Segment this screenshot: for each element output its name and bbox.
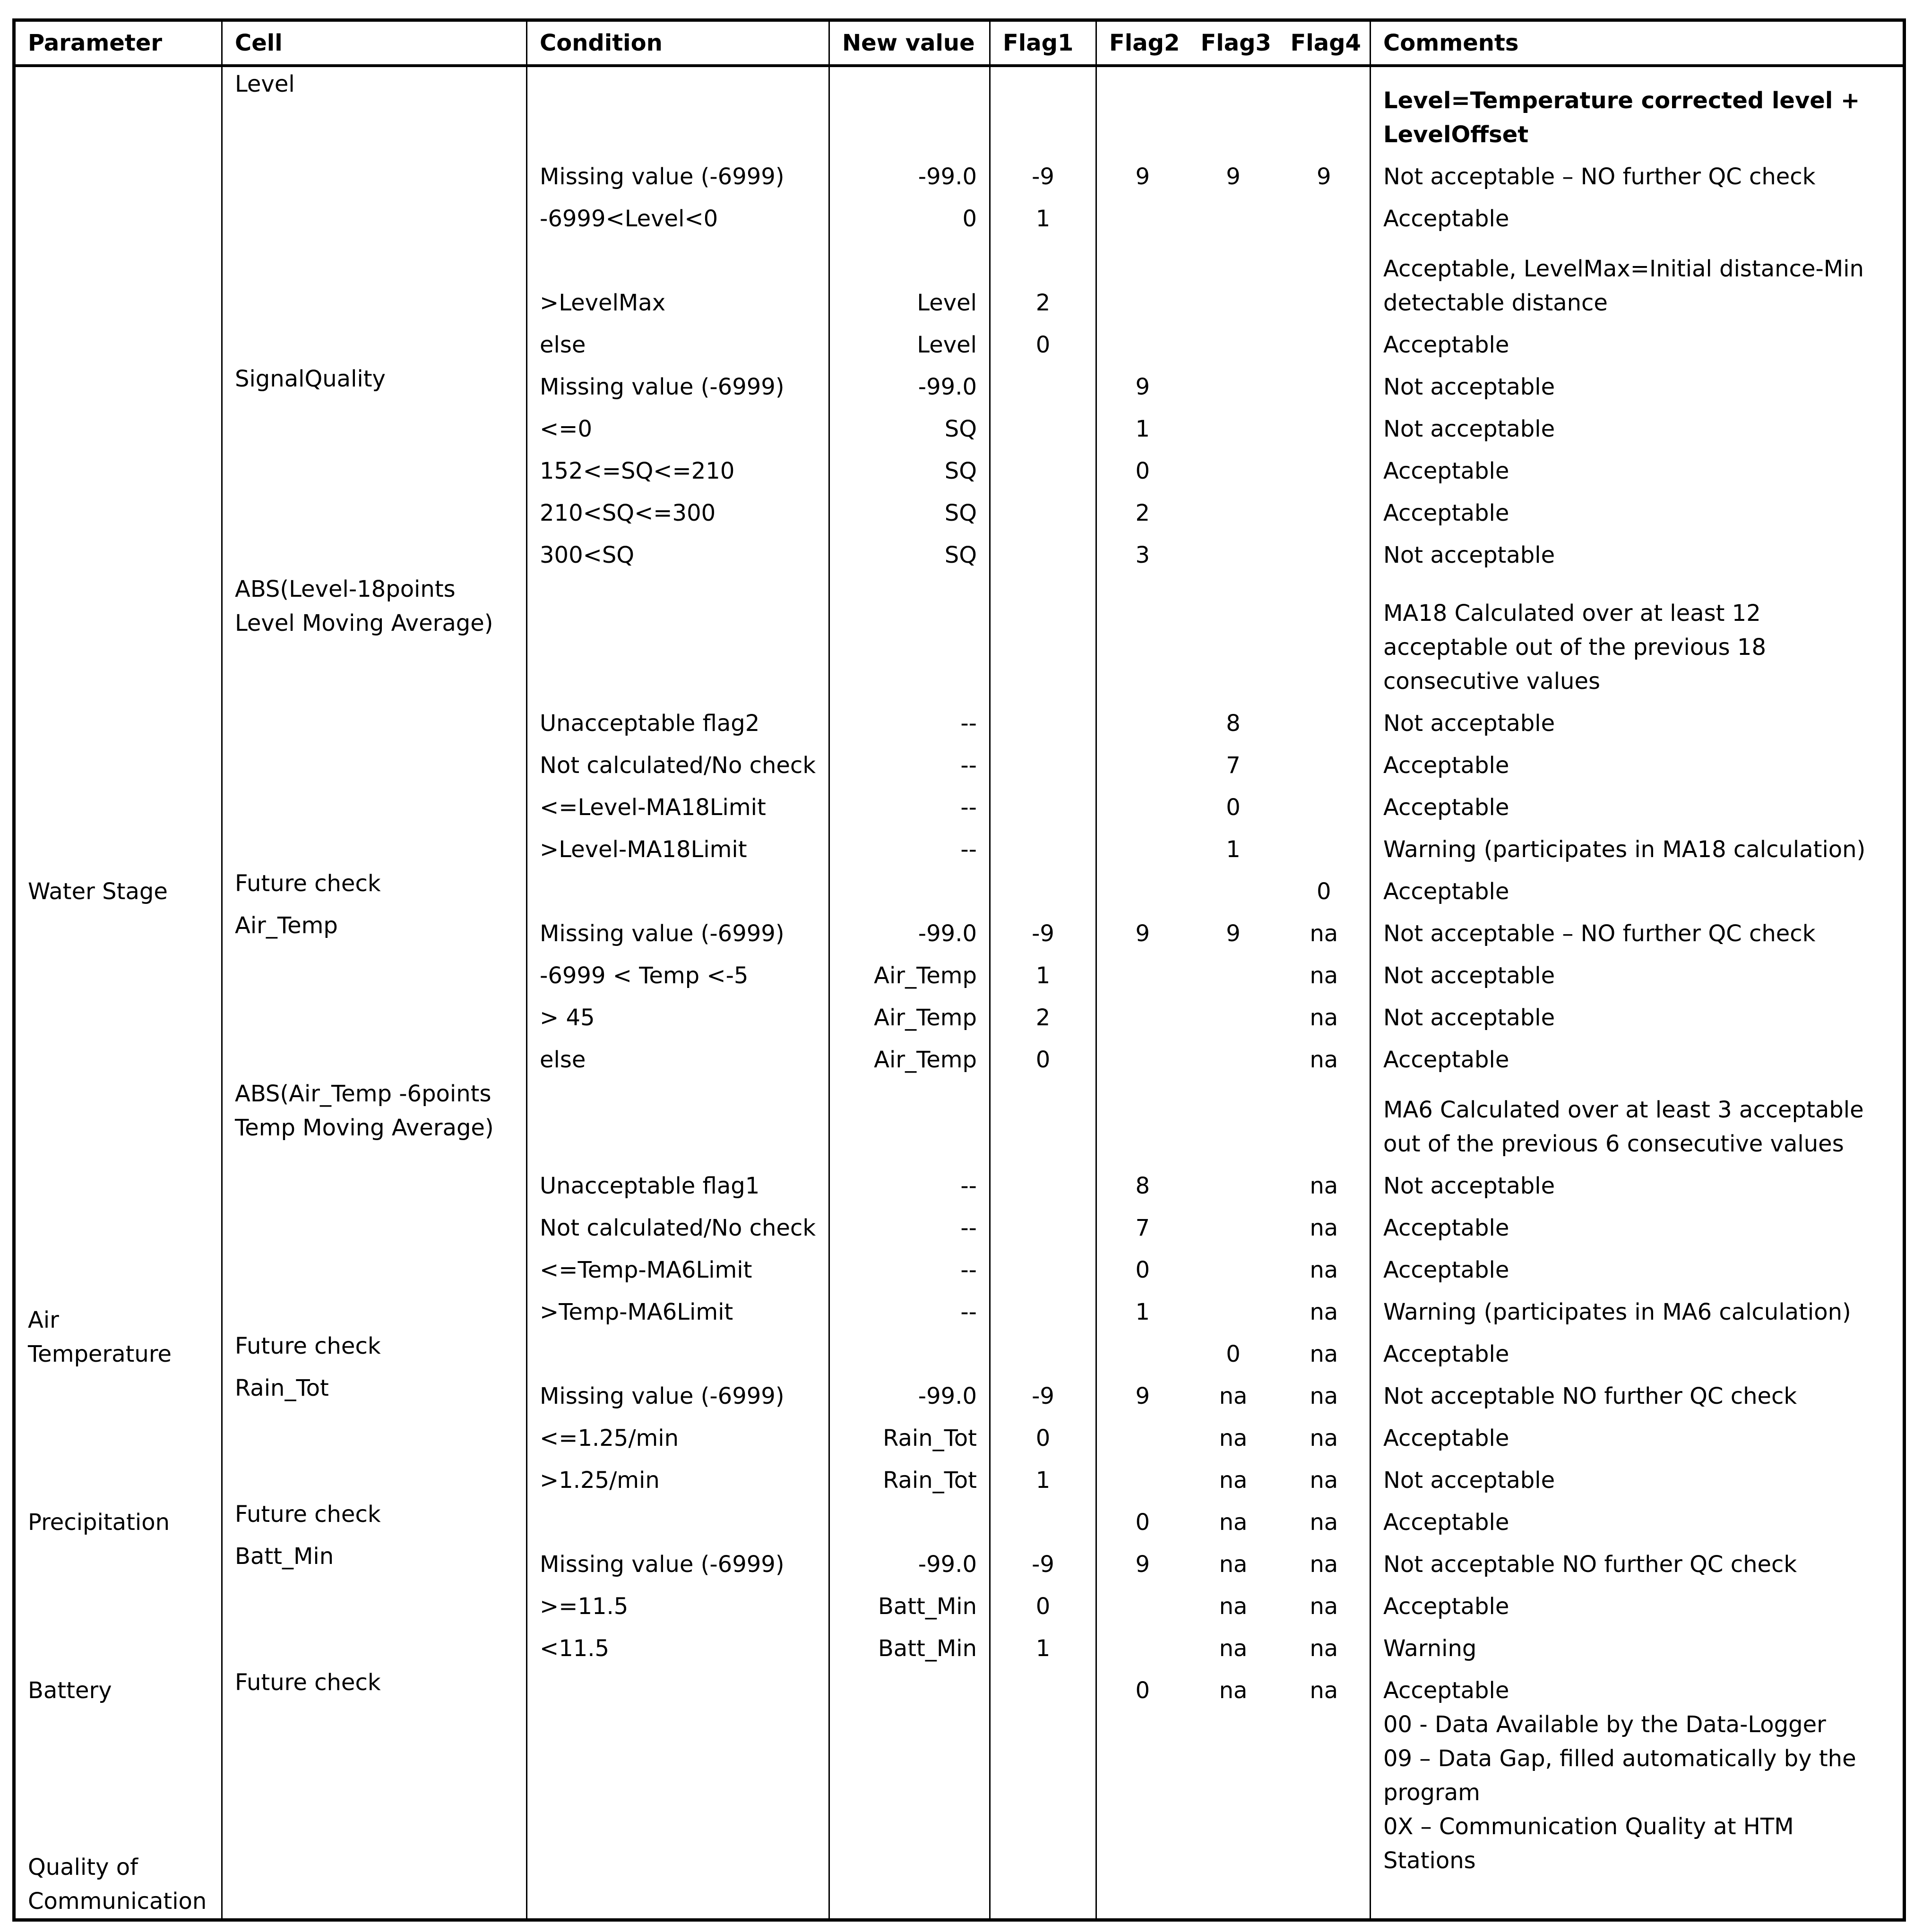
condition-cell: <=1.25/min bbox=[527, 1413, 829, 1455]
flag3-cell: na bbox=[1219, 1677, 1248, 1704]
table-row bbox=[14, 1329, 1905, 1371]
header-row bbox=[14, 20, 1905, 66]
cell-name: ABS(Level-18points Level Moving Average) bbox=[222, 572, 527, 867]
communication-comment-line: 09 – Data Gap, filled automatically by the program bbox=[1383, 1745, 1856, 1806]
flag2-cell bbox=[1096, 1035, 1189, 1077]
blank-cell bbox=[1189, 1708, 1278, 1920]
parameter-cell: Water Stage bbox=[28, 878, 168, 905]
blank-cell bbox=[829, 572, 990, 698]
comment-cell: Acceptable bbox=[1371, 320, 1905, 362]
blank-cell bbox=[1096, 1708, 1189, 1920]
parameter-cell: Precipitation bbox=[28, 1509, 170, 1536]
flag1-cell bbox=[990, 782, 1096, 824]
flag3-cell: na bbox=[1219, 1509, 1248, 1536]
comment-cell: Warning bbox=[1371, 1623, 1905, 1666]
comment-cell: Acceptable bbox=[1371, 194, 1905, 236]
flag2-cell bbox=[1096, 782, 1189, 824]
new-value-cell: -- bbox=[829, 1287, 990, 1329]
flag3-cell: 7 bbox=[1226, 752, 1241, 779]
comment-cell: Acceptable bbox=[1371, 1035, 1905, 1077]
new-value-cell: -- bbox=[829, 824, 990, 867]
new-value-cell: -99.0 bbox=[829, 1539, 990, 1581]
cell-name: Future check bbox=[222, 1329, 527, 1371]
blank-cell bbox=[990, 1077, 1096, 1161]
comment-cell: Acceptable bbox=[1371, 488, 1905, 530]
flag3-cell: 8 bbox=[1226, 710, 1241, 737]
table-row bbox=[14, 1497, 1905, 1539]
table-body bbox=[14, 66, 1905, 1920]
comment-cell: Not acceptable NO further QC check bbox=[1371, 1539, 1905, 1581]
condition-cell: Missing value (-6999) bbox=[527, 1371, 829, 1413]
condition-cell: >Level-MA18Limit bbox=[527, 824, 829, 867]
flag3-cell: na bbox=[1219, 1425, 1248, 1451]
blank-cell bbox=[527, 66, 829, 152]
condition-cell: -6999 < Temp <-5 bbox=[527, 951, 829, 993]
condition-cell: Missing value (-6999) bbox=[527, 362, 829, 404]
subgroup-comment: Level=Temperature corrected level + LevelOffset bbox=[1371, 66, 1905, 152]
flag2-cell: 0 bbox=[1096, 1497, 1189, 1539]
condition-cell: <=0 bbox=[527, 404, 829, 446]
comment-cell: Not acceptable bbox=[1371, 1455, 1905, 1497]
flag4-cell bbox=[1278, 530, 1371, 572]
table-row bbox=[14, 1666, 1905, 1708]
flag2-cell: 0 bbox=[1096, 1245, 1189, 1287]
new-value-cell: -- bbox=[829, 1203, 990, 1245]
flag1-cell: 0 bbox=[990, 320, 1096, 362]
flag1-cell bbox=[990, 1245, 1096, 1287]
blank-cell bbox=[1278, 1708, 1371, 1920]
flag3-cell: 9 bbox=[1226, 163, 1241, 190]
condition-cell: >=11.5 bbox=[527, 1581, 829, 1623]
flag1-cell: -9 bbox=[990, 1371, 1096, 1413]
blank-cell bbox=[1189, 572, 1278, 698]
comment-cell: Not acceptable bbox=[1371, 951, 1905, 993]
header-new-value: New value bbox=[829, 20, 990, 66]
header-flag1: Flag1 bbox=[990, 20, 1096, 66]
communication-comments bbox=[1371, 1708, 1905, 1920]
comment-cell: Acceptable bbox=[1371, 446, 1905, 488]
new-value-cell: SQ bbox=[829, 488, 990, 530]
flag4-cell bbox=[1278, 236, 1371, 320]
flag1-cell: 1 bbox=[990, 194, 1096, 236]
blank-cell bbox=[829, 66, 990, 152]
flag3-cell: na bbox=[1219, 1551, 1248, 1578]
communication-comment-line: 00 - Data Available by the Data-Logger bbox=[1383, 1711, 1826, 1738]
flag3-cell: 0 bbox=[1226, 1340, 1241, 1367]
flag1-cell bbox=[990, 446, 1096, 488]
new-value-cell: Level bbox=[829, 320, 990, 362]
subgroup-comment: MA18 Calculated over at least 12 acceptable out of the previous 18 consecutive values bbox=[1371, 572, 1905, 698]
flag4-cell bbox=[1278, 320, 1371, 362]
header-flag3: Flag3 bbox=[1189, 20, 1278, 66]
header-flag4: Flag4 bbox=[1278, 20, 1371, 66]
comment-cell: Acceptable bbox=[1371, 867, 1905, 909]
new-value-cell: Level bbox=[829, 236, 990, 320]
condition-cell: Missing value (-6999) bbox=[527, 909, 829, 951]
flag4-cell: na bbox=[1310, 1635, 1338, 1662]
flag4-cell: na bbox=[1310, 1214, 1338, 1241]
comment-cell: Acceptable bbox=[1371, 1497, 1905, 1539]
condition-cell: Not calculated/No check bbox=[527, 1203, 829, 1245]
new-value-cell: -99.0 bbox=[829, 362, 990, 404]
comment-cell: Acceptable bbox=[1371, 1581, 1905, 1623]
flag1-cell bbox=[990, 530, 1096, 572]
blank-cell bbox=[1189, 1077, 1278, 1161]
comment-cell: Acceptable bbox=[1371, 1666, 1905, 1708]
flag1-cell: 1 bbox=[990, 951, 1096, 993]
flag4-cell: na bbox=[1310, 1382, 1338, 1409]
subgroup-comment: MA6 Calculated over at least 3 acceptable out of the previous 6 consecutive values bbox=[1371, 1077, 1905, 1161]
flag2-cell bbox=[1096, 1581, 1189, 1623]
flag3-cell bbox=[1189, 362, 1278, 404]
flag4-cell: na bbox=[1310, 1467, 1338, 1494]
cell-name: Future check bbox=[222, 867, 527, 909]
new-value-cell: SQ bbox=[829, 446, 990, 488]
new-value-cell: -99.0 bbox=[829, 152, 990, 194]
flag3-cell bbox=[1189, 404, 1278, 446]
flag4-cell: na bbox=[1310, 962, 1338, 989]
flag1-cell: 0 bbox=[990, 1413, 1096, 1455]
flag2-cell: 1 bbox=[1096, 404, 1189, 446]
blank-cell bbox=[990, 1708, 1096, 1920]
condition-cell: Missing value (-6999) bbox=[527, 152, 829, 194]
flag4-cell: na bbox=[1310, 1677, 1338, 1704]
new-value-cell: -99.0 bbox=[829, 909, 990, 951]
flag4-cell: na bbox=[1310, 1509, 1338, 1536]
flag3-cell bbox=[1189, 951, 1278, 993]
comment-cell: Acceptable bbox=[1371, 1413, 1905, 1455]
cell-name: Batt_Min bbox=[222, 1539, 527, 1666]
flag2-cell bbox=[1096, 236, 1189, 320]
flag3-cell: 0 bbox=[1226, 794, 1241, 821]
blank-cell bbox=[1096, 572, 1189, 698]
comment-cell: Not acceptable bbox=[1371, 362, 1905, 404]
blank-cell bbox=[527, 572, 829, 698]
new-value-cell bbox=[829, 867, 990, 909]
flag2-cell bbox=[1096, 740, 1189, 782]
condition-cell: <=Level-MA18Limit bbox=[527, 782, 829, 824]
new-value-cell: -- bbox=[829, 1245, 990, 1287]
condition-cell: >LevelMax bbox=[527, 236, 829, 320]
comment-cell: Acceptable bbox=[1371, 1203, 1905, 1245]
cell-name: ABS(Air_Temp -6points Temp Moving Average) bbox=[222, 1077, 527, 1329]
comment-cell: Not acceptable bbox=[1371, 530, 1905, 572]
new-value-cell bbox=[829, 1497, 990, 1539]
flag1-cell bbox=[990, 867, 1096, 909]
flag3-cell bbox=[1189, 1245, 1278, 1287]
flag2-cell: 9 bbox=[1096, 1539, 1189, 1581]
flag4-cell bbox=[1278, 362, 1371, 404]
flag4-cell: na bbox=[1310, 1551, 1338, 1578]
communication-comment-line: 0X – Communication Quality at HTM Stations bbox=[1383, 1813, 1794, 1874]
flag3-cell: 9 bbox=[1226, 920, 1241, 947]
new-value-cell: -99.0 bbox=[829, 1371, 990, 1413]
blank-cell bbox=[1278, 572, 1371, 698]
flag2-cell bbox=[1096, 951, 1189, 993]
flag3-cell bbox=[1189, 488, 1278, 530]
flag3-cell: na bbox=[1219, 1593, 1248, 1620]
comment-cell: Warning (participates in MA18 calculation) bbox=[1371, 824, 1905, 867]
flag2-cell: 9 bbox=[1096, 909, 1189, 951]
new-value-cell bbox=[829, 1329, 990, 1371]
parameter-cell: Quality of Communication bbox=[28, 1854, 207, 1915]
flag1-cell bbox=[990, 1666, 1096, 1708]
flag3-cell bbox=[1189, 236, 1278, 320]
flag3-cell: na bbox=[1219, 1467, 1248, 1494]
flag4-cell: na bbox=[1310, 1298, 1338, 1325]
flag1-cell bbox=[990, 1329, 1096, 1371]
blank-cell bbox=[1278, 1077, 1371, 1161]
flag1-cell bbox=[990, 1203, 1096, 1245]
flag3-cell: na bbox=[1219, 1382, 1248, 1409]
new-value-cell: Batt_Min bbox=[829, 1581, 990, 1623]
flag1-cell bbox=[990, 404, 1096, 446]
flag2-cell: 7 bbox=[1096, 1203, 1189, 1245]
condition-cell: 152<=SQ<=210 bbox=[527, 446, 829, 488]
comment-cell: Not acceptable bbox=[1371, 1161, 1905, 1203]
condition-cell: <=Temp-MA6Limit bbox=[527, 1245, 829, 1287]
cell-name: Rain_Tot bbox=[222, 1371, 527, 1497]
comment-cell: Acceptable bbox=[1371, 1245, 1905, 1287]
flag3-cell: na bbox=[1219, 1635, 1248, 1662]
header-cell: Cell bbox=[222, 20, 527, 66]
table-row bbox=[14, 572, 1905, 698]
flag1-cell: -9 bbox=[990, 152, 1096, 194]
table-row bbox=[14, 66, 1905, 152]
flag2-cell: 0 bbox=[1096, 1666, 1189, 1708]
header-comments: Comments bbox=[1371, 20, 1905, 66]
parameter-cell: Air Temperature bbox=[28, 1306, 172, 1367]
flag4-cell bbox=[1278, 698, 1371, 740]
header-parameter: Parameter bbox=[14, 20, 222, 66]
blank-cell bbox=[527, 1708, 829, 1920]
flag2-cell bbox=[1096, 993, 1189, 1035]
flag3-cell bbox=[1189, 1161, 1278, 1203]
new-value-cell: Air_Temp bbox=[829, 1035, 990, 1077]
flag4-cell bbox=[1278, 488, 1371, 530]
cell-name: Air_Temp bbox=[222, 909, 527, 1077]
flag2-cell: 0 bbox=[1096, 446, 1189, 488]
flag2-cell: 9 bbox=[1096, 152, 1189, 194]
condition-cell: >1.25/min bbox=[527, 1455, 829, 1497]
new-value-cell: SQ bbox=[829, 530, 990, 572]
blank-cell bbox=[1278, 66, 1371, 152]
new-value-cell: Rain_Tot bbox=[829, 1455, 990, 1497]
comment-cell: Not acceptable bbox=[1371, 993, 1905, 1035]
flag3-cell bbox=[1189, 194, 1278, 236]
cell-name: Future check bbox=[222, 1497, 527, 1539]
header-condition: Condition bbox=[527, 20, 829, 66]
communication-row bbox=[14, 1708, 1905, 1920]
flag1-cell bbox=[990, 362, 1096, 404]
flag3-cell bbox=[1189, 530, 1278, 572]
flag2-cell bbox=[1096, 320, 1189, 362]
flag1-cell: 1 bbox=[990, 1455, 1096, 1497]
cell-name: Future check bbox=[222, 1666, 527, 1708]
new-value-cell: SQ bbox=[829, 404, 990, 446]
header-flag2: Flag2 bbox=[1096, 20, 1189, 66]
comment-cell: Not acceptable – NO further QC check bbox=[1371, 152, 1905, 194]
flag4-cell: na bbox=[1310, 1256, 1338, 1283]
flag4-cell bbox=[1278, 824, 1371, 867]
flag1-cell bbox=[990, 1497, 1096, 1539]
condition-cell: 210<SQ<=300 bbox=[527, 488, 829, 530]
comment-cell: Not acceptable – NO further QC check bbox=[1371, 909, 1905, 951]
new-value-cell: Batt_Min bbox=[829, 1623, 990, 1666]
condition-cell: Not calculated/No check bbox=[527, 740, 829, 782]
flag4-cell bbox=[1278, 782, 1371, 824]
comment-cell: Not acceptable NO further QC check bbox=[1371, 1371, 1905, 1413]
blank-cell bbox=[990, 66, 1096, 152]
flag2-cell bbox=[1096, 1623, 1189, 1666]
flag1-cell: 2 bbox=[990, 993, 1096, 1035]
condition-cell: else bbox=[527, 1035, 829, 1077]
blank-cell bbox=[527, 1077, 829, 1161]
flag1-cell bbox=[990, 698, 1096, 740]
flag2-cell bbox=[1096, 1455, 1189, 1497]
flag2-cell bbox=[1096, 867, 1189, 909]
condition-cell: > 45 bbox=[527, 993, 829, 1035]
condition-cell bbox=[527, 1497, 829, 1539]
condition-cell: Unacceptable flag1 bbox=[527, 1161, 829, 1203]
blank-cell bbox=[1096, 1077, 1189, 1161]
blank-cell bbox=[990, 572, 1096, 698]
flag3-cell bbox=[1189, 320, 1278, 362]
flag2-cell: 8 bbox=[1096, 1161, 1189, 1203]
flag1-cell bbox=[990, 488, 1096, 530]
flag3-cell bbox=[1189, 1203, 1278, 1245]
flag2-cell: 2 bbox=[1096, 488, 1189, 530]
blank-cell bbox=[829, 1077, 990, 1161]
flag4-cell: na bbox=[1310, 1340, 1338, 1367]
new-value-cell: Air_Temp bbox=[829, 993, 990, 1035]
condition-cell: Missing value (-6999) bbox=[527, 1539, 829, 1581]
cell-name: SignalQuality bbox=[222, 362, 527, 572]
condition-cell: Unacceptable flag2 bbox=[527, 698, 829, 740]
table-row bbox=[14, 867, 1905, 909]
comment-cell: Acceptable bbox=[1371, 740, 1905, 782]
flag3-cell bbox=[1189, 867, 1278, 909]
qc-rules-table bbox=[12, 18, 1906, 1922]
flag4-cell: na bbox=[1310, 920, 1338, 947]
comment-cell: Not acceptable bbox=[1371, 404, 1905, 446]
flag4-cell: na bbox=[1310, 1046, 1338, 1073]
condition-cell bbox=[527, 867, 829, 909]
flag1-cell: 0 bbox=[990, 1581, 1096, 1623]
new-value-cell: -- bbox=[829, 740, 990, 782]
condition-cell: else bbox=[527, 320, 829, 362]
blank-cell bbox=[222, 1708, 527, 1920]
condition-cell bbox=[527, 1666, 829, 1708]
flag1-cell bbox=[990, 824, 1096, 867]
flag1-cell: -9 bbox=[990, 1539, 1096, 1581]
new-value-cell: -- bbox=[829, 698, 990, 740]
blank-cell bbox=[1096, 66, 1189, 152]
flag4-cell: na bbox=[1310, 1004, 1338, 1031]
comment-cell: Warning (participates in MA6 calculation) bbox=[1371, 1287, 1905, 1329]
flag3-cell: 1 bbox=[1226, 836, 1241, 863]
flag1-cell: -9 bbox=[990, 909, 1096, 951]
flag2-cell bbox=[1096, 194, 1189, 236]
flag4-cell bbox=[1278, 446, 1371, 488]
table-row bbox=[14, 1077, 1905, 1161]
flag4-cell: 0 bbox=[1316, 878, 1331, 905]
flag3-cell bbox=[1189, 1035, 1278, 1077]
flag3-cell bbox=[1189, 446, 1278, 488]
condition-cell bbox=[527, 1329, 829, 1371]
comment-cell: Not acceptable bbox=[1371, 698, 1905, 740]
flag1-cell: 1 bbox=[990, 1623, 1096, 1666]
condition-cell: <11.5 bbox=[527, 1623, 829, 1666]
comment-cell: Acceptable bbox=[1371, 782, 1905, 824]
flag4-cell bbox=[1278, 404, 1371, 446]
flag4-cell: na bbox=[1310, 1172, 1338, 1199]
flag4-cell bbox=[1278, 740, 1371, 782]
flag4-cell: na bbox=[1310, 1593, 1338, 1620]
flag4-cell: 9 bbox=[1316, 163, 1331, 190]
parameter-cell: Battery bbox=[28, 1677, 112, 1704]
new-value-cell: Air_Temp bbox=[829, 951, 990, 993]
flag2-cell bbox=[1096, 824, 1189, 867]
flag1-cell bbox=[990, 740, 1096, 782]
blank-cell bbox=[1189, 66, 1278, 152]
new-value-cell: 0 bbox=[829, 194, 990, 236]
new-value-cell bbox=[829, 1666, 990, 1708]
comment-cell: Acceptable, LevelMax=Initial distance-Min detectable distance bbox=[1371, 236, 1905, 320]
flag2-cell: 9 bbox=[1096, 362, 1189, 404]
cell-name: Level bbox=[222, 66, 527, 362]
condition-cell: 300<SQ bbox=[527, 530, 829, 572]
condition-cell: >Temp-MA6Limit bbox=[527, 1287, 829, 1329]
flag2-cell bbox=[1096, 698, 1189, 740]
flag2-cell: 3 bbox=[1096, 530, 1189, 572]
flag2-cell bbox=[1096, 1413, 1189, 1455]
condition-cell: -6999<Level<0 bbox=[527, 194, 829, 236]
flag2-cell bbox=[1096, 1329, 1189, 1371]
flag4-cell: na bbox=[1310, 1425, 1338, 1451]
flag3-cell bbox=[1189, 993, 1278, 1035]
blank-cell bbox=[829, 1708, 990, 1920]
flag1-cell bbox=[990, 1161, 1096, 1203]
flag3-cell bbox=[1189, 1287, 1278, 1329]
new-value-cell: -- bbox=[829, 782, 990, 824]
new-value-cell: -- bbox=[829, 1161, 990, 1203]
flag1-cell bbox=[990, 1287, 1096, 1329]
comment-cell: Acceptable bbox=[1371, 1329, 1905, 1371]
new-value-cell: Rain_Tot bbox=[829, 1413, 990, 1455]
flag1-cell: 0 bbox=[990, 1035, 1096, 1077]
flag2-cell: 9 bbox=[1096, 1371, 1189, 1413]
flag1-cell: 2 bbox=[990, 236, 1096, 320]
flag4-cell bbox=[1278, 194, 1371, 236]
flag2-cell: 1 bbox=[1096, 1287, 1189, 1329]
